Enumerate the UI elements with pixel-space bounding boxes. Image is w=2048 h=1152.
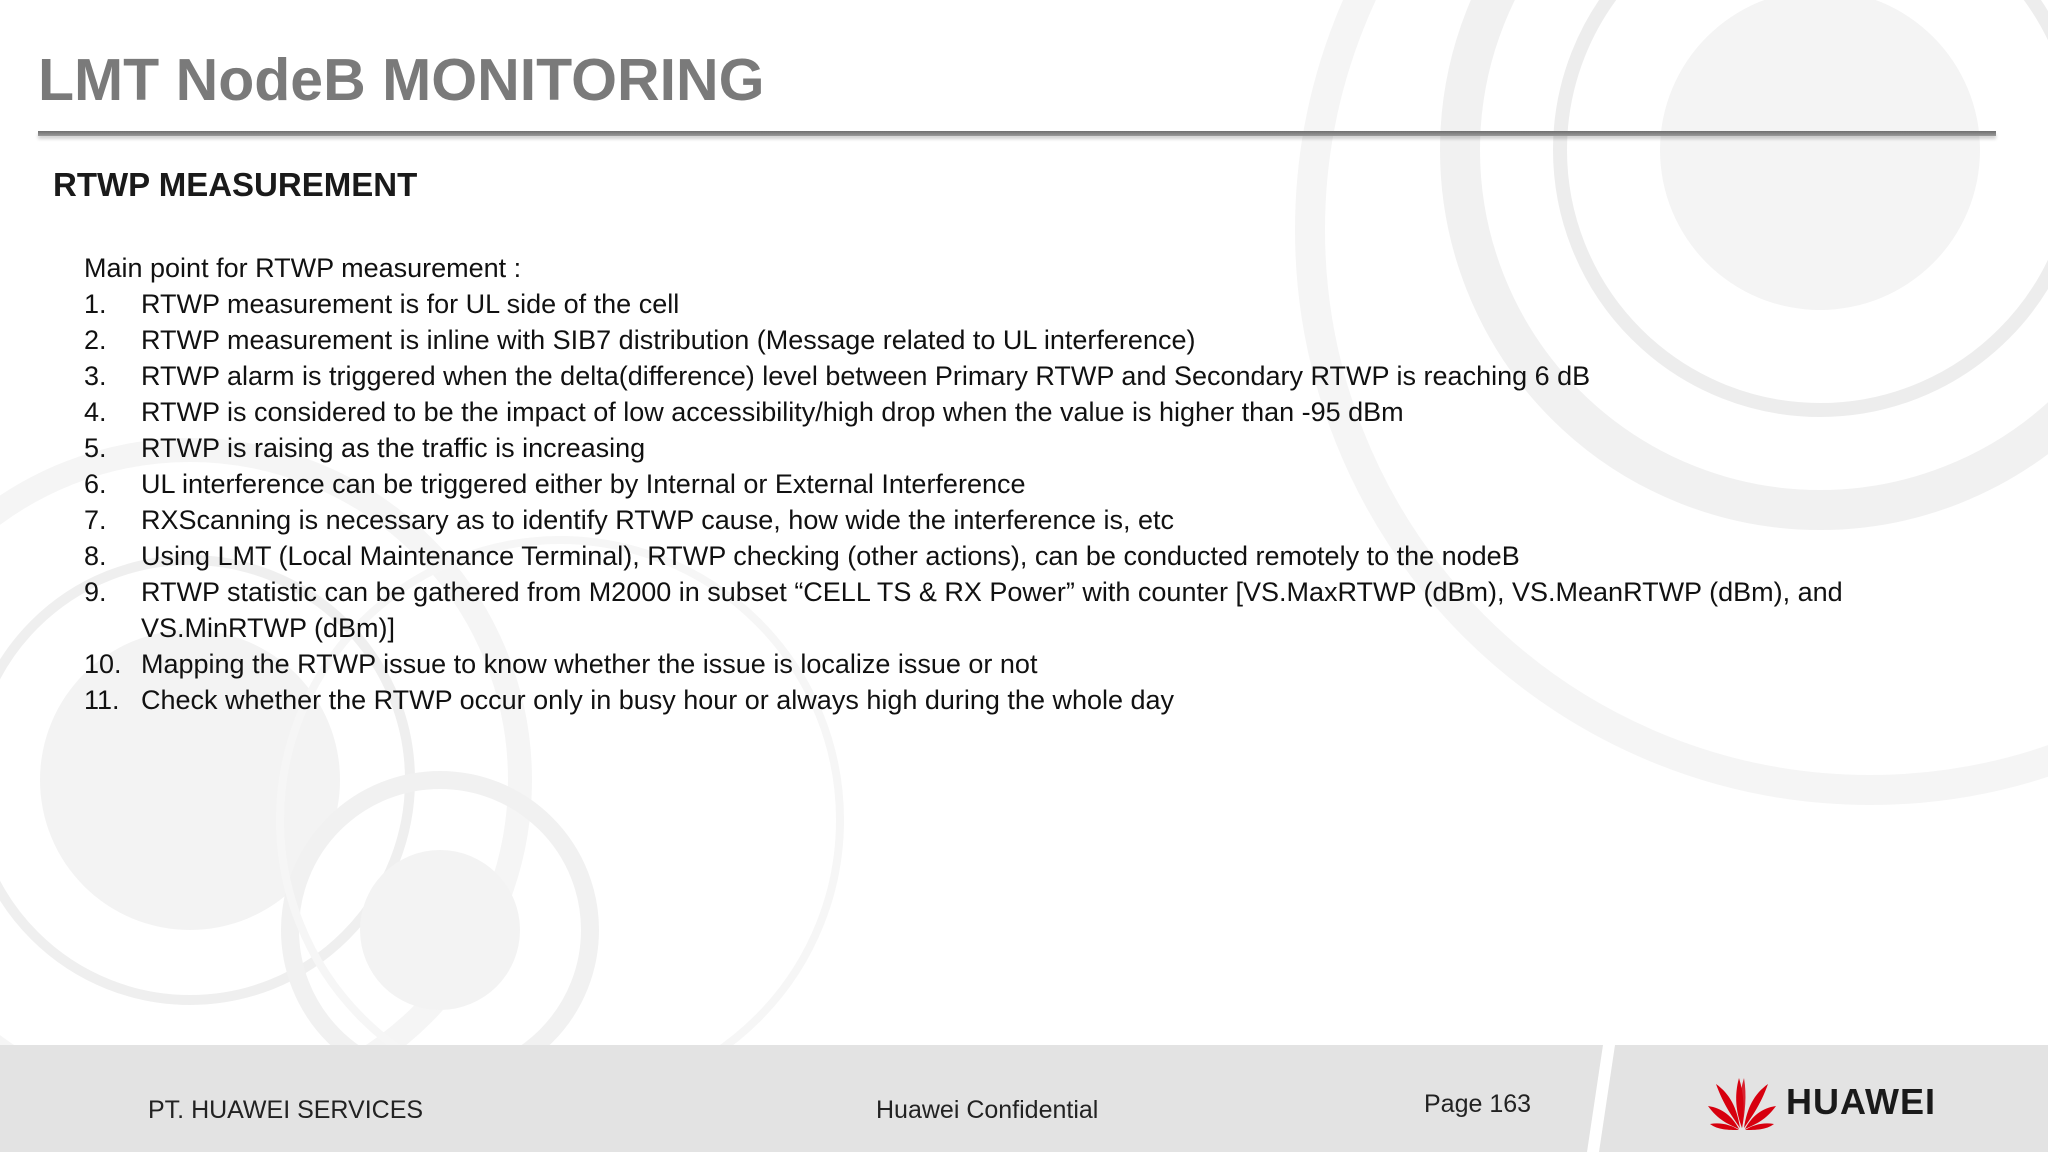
item-number: 4. (84, 397, 107, 427)
list-item (84, 430, 2004, 466)
item-text: RTWP statistic can be gathered from M2000 in subset “CELL TS & RX Power” with counter [VS.MaxRTWP (dBm), VS.MeanRTWP (dBm), and VS.MinRTWP (dBm)] (141, 577, 1843, 643)
footer-divider (1587, 1045, 1627, 1152)
list-item (84, 502, 2004, 538)
item-number: 5. (84, 433, 107, 463)
item-text: RXScanning is necessary as to identify RTWP cause, how wide the interference is, etc (141, 505, 1175, 535)
list-item (84, 466, 2004, 502)
item-number: 10. (84, 649, 122, 679)
intro-text: Main point for RTWP measurement : (84, 253, 522, 283)
item-text: RTWP measurement is inline with SIB7 distribution (Message related to UL interference) (141, 325, 1196, 355)
page-number: Page 163 (1424, 1090, 1532, 1118)
section-title: RTWP MEASUREMENT (53, 166, 418, 203)
item-text: RTWP is considered to be the impact of low accessibility/high drop when the value is higher than -95 dBm (141, 397, 1404, 427)
list-item (84, 322, 2004, 358)
item-number: 8. (84, 541, 107, 571)
item-text: UL interference can be triggered either by Internal or External Interference (141, 469, 1026, 499)
list-item (84, 574, 2004, 646)
item-number: 2. (84, 325, 107, 355)
item-number: 11. (84, 685, 120, 715)
brand-logo (1706, 1072, 1936, 1132)
item-number: 6. (84, 469, 107, 499)
item-text: RTWP measurement is for UL side of the cell (141, 289, 680, 319)
brand-wordmark: HUAWEI (1786, 1081, 1936, 1122)
list-item (84, 394, 2004, 430)
item-text: Check whether the RTWP occur only in busy hour or always high during the whole day (141, 685, 1175, 715)
footer-company: PT. HUAWEI SERVICES (148, 1096, 424, 1124)
points-list (84, 286, 2004, 718)
list-item (84, 646, 2004, 682)
item-text: Mapping the RTWP issue to know whether the issue is localize issue or not (141, 649, 1038, 679)
list-item (84, 682, 2004, 718)
item-text: Using LMT (Local Maintenance Terminal), RTWP checking (other actions), can be conducted remotely to the nodeB (141, 541, 1520, 571)
item-number: 3. (84, 361, 107, 391)
item-text: RTWP is raising as the traffic is increasing (141, 433, 646, 463)
list-item (84, 286, 2004, 322)
slide-title: LMT NodeB MONITORING (38, 47, 765, 113)
title-divider (38, 131, 1996, 136)
item-number: 7. (84, 505, 107, 535)
item-number: 9. (84, 577, 107, 607)
list-item (84, 538, 2004, 574)
item-number: 1. (84, 289, 107, 319)
huawei-petal-logo-icon (1706, 1072, 1778, 1132)
footer-confidential: Huawei Confidential (876, 1096, 1099, 1124)
slide-body (84, 250, 2004, 718)
list-item (84, 358, 2004, 394)
item-text: RTWP alarm is triggered when the delta(difference) level between Primary RTWP and Secondary RTWP is reaching 6 dB (141, 361, 1591, 391)
